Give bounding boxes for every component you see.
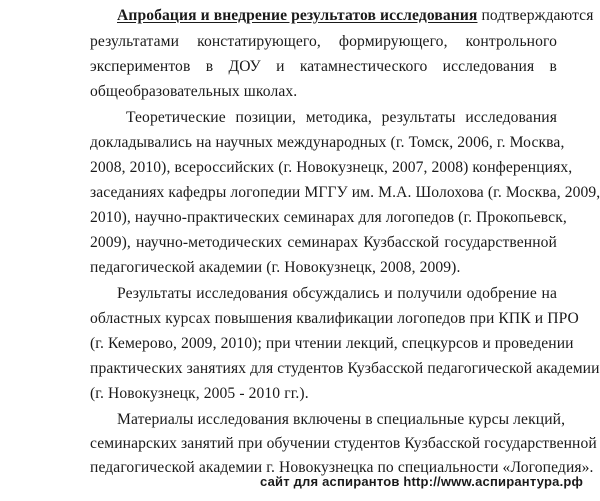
paragraph-2-line-6: 2009), научно-методических семинарах Кузбасской государственной xyxy=(90,234,557,251)
paragraph-1-line-4: общеобразовательных школах. xyxy=(90,83,298,100)
paragraph-2-line-7: педагогической академии (г. Новокузнецк, 2008, 2009). xyxy=(90,259,461,276)
paragraph-4-line-2: семинарских занятий при обучении студентов Кузбасской государственной xyxy=(90,435,597,452)
paragraph-3-line-5: (г. Новокузнецк, 2005 - 2010 гг.). xyxy=(90,385,309,402)
paragraph-2-line-5: 2010), научно-практических семинарах для логопедов (г. Прокопьевск, xyxy=(90,209,567,226)
paragraph-4-line-3: педагогической академии г. Новокузнецка по специальности «Логопедия». xyxy=(90,459,594,476)
paragraph-1-line-2: результатами констатирующего, формирующего, контрольного xyxy=(90,33,557,50)
paragraph-1-line-3: экспериментов в ДОУ и катамнестического исследования в xyxy=(90,58,557,75)
paragraph-2-line-4: заседаниях кафедры логопедии МГГУ им. М.А. Шолохова (г. Москва, 2009, xyxy=(90,184,600,201)
site-watermark: сайт для аспирантов http://www.аспирантура.рф xyxy=(260,474,584,489)
paragraph-1-line-1-rest: подтверждаются xyxy=(477,7,594,24)
paragraph-3-line-3: (г. Кемерово, 2009, 2010); при чтении лекций, спецкурсов и проведении xyxy=(90,335,574,352)
paragraph-3-line-1: Результаты исследования обсуждались и получили одобрение на xyxy=(117,285,557,302)
paragraph-4-line-1: Материалы исследования включены в специальные курсы лекций, xyxy=(117,411,566,428)
paragraph-2-line-3: 2008, 2010), всероссийских (г. Новокузнецк, 2007, 2008) конференциях, xyxy=(90,159,573,176)
paragraph-3-line-2: областных курсах повышения квалификации логопедов при КПК и ПРО xyxy=(90,310,579,327)
paragraph-3-line-4: практических занятиях для студентов Кузбасской педагогической академии xyxy=(90,360,600,377)
paragraph-1-line-1 xyxy=(117,4,594,28)
paragraph-2-line-1: Теоретические позиции, методика, результаты исследования xyxy=(126,109,557,126)
paragraph-2-line-2: докладывались на научных международных (г. Томск, 2006, г. Москва, xyxy=(90,134,565,151)
section-heading: Апробация и внедрение результатов исследования xyxy=(117,7,478,24)
